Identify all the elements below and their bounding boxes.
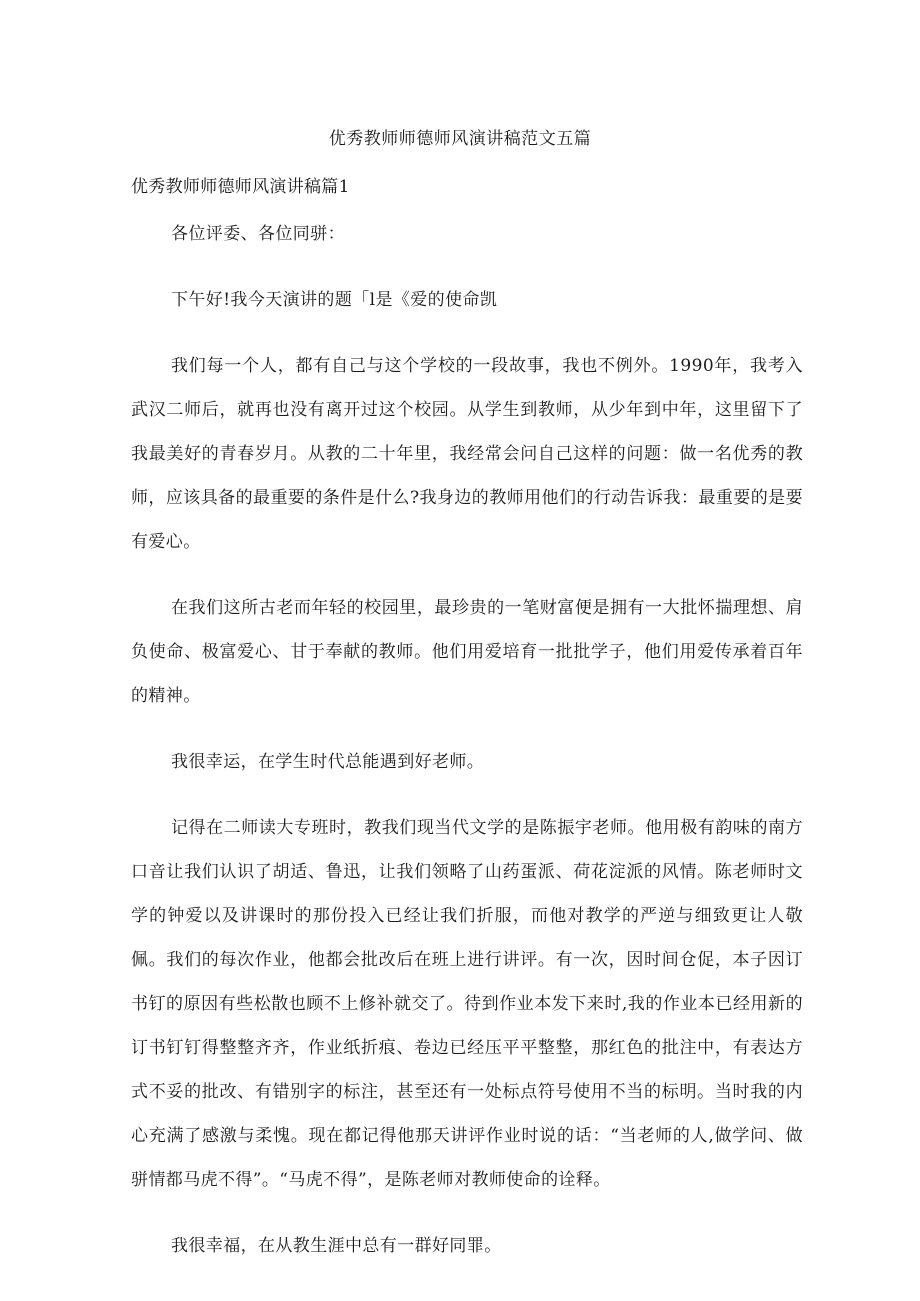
body-paragraph: 我很幸福，在从教生涯中总有一群好同罪。 — [171, 1236, 502, 1256]
body-paragraph: 我们每一个人，都有自己与这个学校的一段故事，我也不例外。1990年，我考入武汉二师后，就再也没有离开过这个校园。从学生到教师，从少年到中年，这里留下了我最美好的青春岁月。从教的二十年里，我经常会问自己这样的问题：做一名优秀的教师，应该具备的最重要的条件是什么?我身边的教师用他们的行动告诉我：最重要的是要有爱心。 — [131, 356, 803, 552]
document-body — [131, 212, 803, 1290]
body-paragraph: 我很幸运，在学生时代总能遇到好老师。 — [171, 752, 485, 772]
body-paragraph: 在我们这所古老而年轻的校园里，最珍贵的一笔财富便是拥有一大批怀揣理想、肩负使命、极富爱心、甘于奉献的教师。他们用爱培育一批批学子，他们用爱传承着百年的精神。 — [131, 598, 803, 706]
salutation-paragraph: 各位评委、各位同骈： — [171, 224, 345, 244]
body-paragraph: 记得在二师读大专班时，教我们现当代文学的是陈振宇老师。他用极有韵味的南方口音让我们认识了胡适、鲁迅，让我们领略了山药蛋派、荷花淀派的风情。陈老师时文学的钟爱以及讲课时的那份投入已经让我们折服，而他对教学的严逆与细致更让人敬佩。我们的每次作业，他都会批改后在班上进行讲评。有一次，因时间仓促，本子因订书钉的原因有些松散也顾不上修补就交了。待到作业本发下来时,我的作业本已经用新的订书钉钉得整整齐齐，作业纸折痕、卷边已经压平平整整，那红色的批注中，有表达方式不妥的批改、有错别字的标注，甚至还有一处标点符号使用不当的标明。当时我的内心充满了感激与柔愧。现在都记得他那天讲评作业时说的话：“当老师的人,做学问、做骈情都马虎不得”。“马虎不得”，是陈老师对教师使命的诠释。 — [131, 818, 803, 1190]
greeting-paragraph: 下午好!我今天演讲的题「l是《爱的使命凯 — [171, 290, 498, 310]
document-title: 优秀教师师德师风演讲稿范文五篇 — [328, 129, 592, 149]
section-heading: 优秀教师师德师风演讲稿篇1 — [131, 177, 350, 197]
